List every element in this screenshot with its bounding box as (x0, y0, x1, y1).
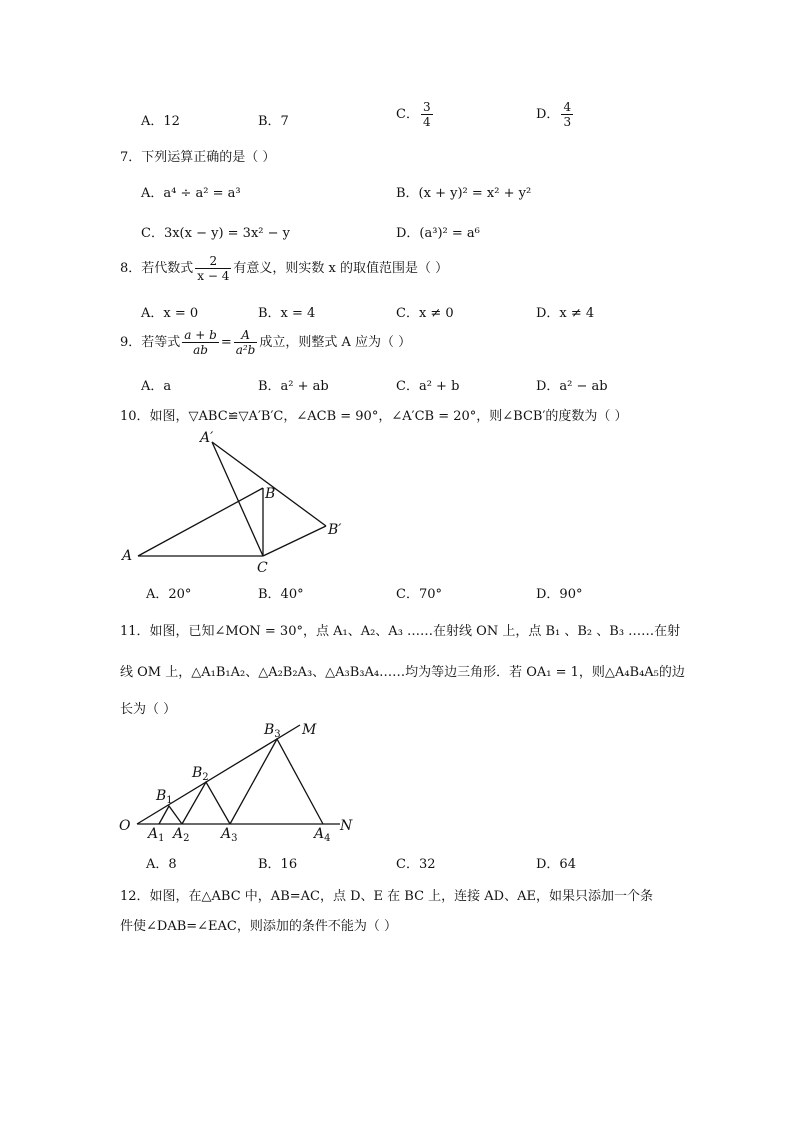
q6-option-c-prefix: C． (396, 107, 419, 122)
q11-stem-line3: 长为（ ） (120, 702, 177, 717)
q11-option-c: C．32 (396, 857, 436, 872)
q11-figure (110, 712, 370, 852)
label-a-prime: A′ (200, 430, 214, 446)
q6-option-b: B．7 (258, 114, 289, 129)
q6-option-a: A．12 (141, 114, 180, 129)
q10-stem: 10．如图，▽ABC≌▽A′B′C，∠ACB = 90°，∠A′CB = 20°，则∠BCB′的度数为（ ） (120, 409, 628, 424)
q6-d-numerator: 4 (563, 100, 572, 114)
q6-d-denominator: 3 (563, 115, 572, 129)
triangle-a2b2a3 (182, 782, 230, 824)
q7-option-a: A．a⁴ ÷ a² = a³ (141, 186, 241, 201)
segment-ab (138, 488, 263, 556)
q12-stem-line2: 件使∠DAB=∠EAC，则添加的条件不能为（ ） (120, 919, 397, 934)
q10-option-a: A．20° (146, 587, 192, 602)
q11-stem-line1: 11．如图，已知∠MON = 30°，点 A₁、A₂、A₃ ……在射线 ON 上，点 B₁ 、B₂ 、B₃ ……在射 (120, 624, 681, 639)
segment-a-prime-c (212, 442, 263, 556)
q9-fraction-right (234, 328, 258, 357)
q10-option-c: C．70° (396, 587, 442, 602)
q7-stem: 7．下列运算正确的是（ ） (120, 150, 276, 165)
q7-option-b: B．(x + y)² = x² + y² (396, 186, 532, 201)
q9-left-denominator: ab (193, 343, 208, 357)
q11-option-a: A．8 (146, 857, 177, 872)
q6-option-d-fraction (561, 100, 573, 129)
q8-option-b: B．x = 4 (258, 306, 316, 321)
q6-c-denominator: 4 (422, 115, 431, 129)
q9-equals-sign: = (220, 335, 232, 350)
q11-option-b: B．16 (258, 857, 298, 872)
label-o: O (119, 818, 131, 834)
q9-right-numerator: A (234, 328, 258, 343)
q7-option-c: C．3x(x − y) = 3x² − y (141, 226, 290, 241)
q8-denominator: x − 4 (197, 269, 230, 283)
q9-stem-suffix: 成立，则整式 A 应为（ ） (259, 335, 412, 350)
q9-option-c: C．a² + b (396, 379, 460, 394)
label-n: N (340, 818, 353, 834)
label-a4: $A_4$ (314, 826, 331, 844)
q12-stem-line1: 12．如图，在△ABC 中，AB=AC，点 D、E 在 BC 上，连接 AD、AE，如果只添加一个条 (120, 889, 653, 904)
label-m: M (302, 722, 317, 738)
q10-option-d: D．90° (536, 587, 583, 602)
label-a2: $A_2$ (173, 826, 190, 844)
q7-option-d: D．(a³)² = a⁶ (396, 226, 480, 241)
label-b: B (265, 486, 276, 502)
label-a: A (122, 548, 133, 564)
segment-a-prime-b-prime (212, 442, 326, 526)
q9-option-a: A．a (141, 379, 172, 394)
q9-right-denominator: a²b (235, 343, 256, 357)
q10-figure (110, 420, 360, 580)
segment-b-prime-c (263, 526, 326, 556)
label-b2: $B_2$ (192, 765, 209, 783)
q9-fraction-left (182, 328, 219, 357)
q9-option-d: D．a² − ab (536, 379, 608, 394)
q6-option-c (396, 100, 435, 129)
q6-option-d-prefix: D． (536, 107, 560, 122)
label-b3: $B_3$ (264, 722, 281, 740)
q8-option-a: A．x = 0 (141, 306, 199, 321)
q8-numerator: 2 (195, 254, 231, 269)
q6-option-d (536, 100, 575, 129)
q8-option-d: D．x ≠ 4 (536, 306, 595, 321)
q11-option-d: D．64 (536, 857, 576, 872)
q8-stem-prefix: 8．若代数式 (120, 261, 194, 276)
q11-stem-line2: 线 OM 上，△A₁B₁A₂、△A₂B₂A₃、△A₃B₃A₄……均为等边三角形．若 OA₁ = 1，则△A₄B₄A₅的边 (120, 665, 685, 680)
label-b1: $B_1$ (156, 788, 173, 806)
q6-option-c-fraction (421, 100, 433, 129)
q9-stem-prefix: 9．若等式 (120, 335, 181, 350)
q8-stem (120, 254, 448, 283)
q8-stem-suffix: 有意义，则实数 x 的取值范围是（ ） (233, 261, 449, 276)
q8-option-c: C．x ≠ 0 (396, 306, 454, 321)
q6-c-numerator: 3 (422, 100, 431, 114)
label-a1: $A_1$ (148, 826, 165, 844)
triangle-a3b3a4 (230, 739, 323, 824)
q8-fraction (195, 254, 231, 283)
q9-option-b: B．a² + ab (258, 379, 329, 394)
q10-option-b: B．40° (258, 587, 304, 602)
q9-stem (120, 328, 411, 357)
label-a3: $A_3$ (221, 826, 238, 844)
label-c: C (257, 560, 268, 576)
label-b-prime: B′ (328, 522, 342, 538)
q9-left-numerator: a + b (184, 328, 217, 342)
